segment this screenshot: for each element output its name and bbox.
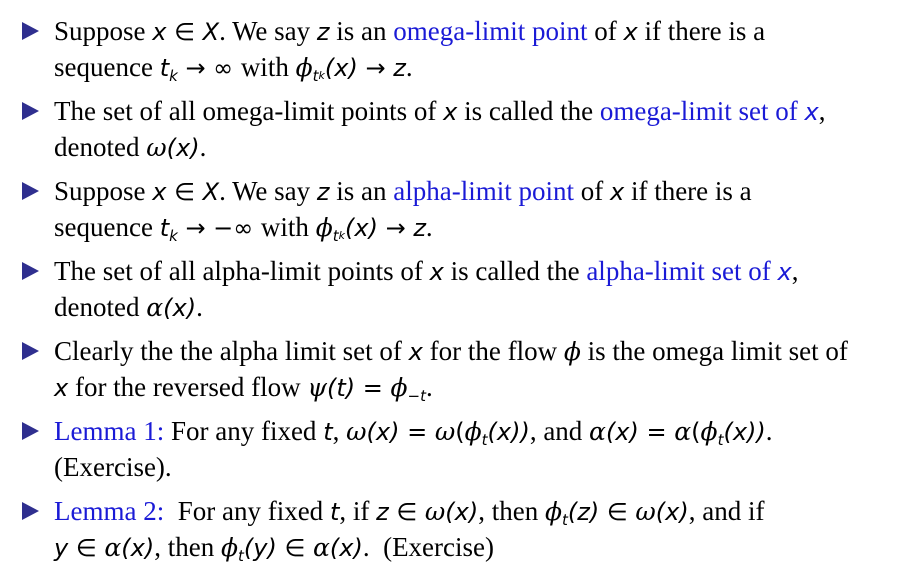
lemma-label: Lemma 1: [54, 416, 165, 446]
text: is called the [443, 256, 587, 286]
triangle-bullet-icon [22, 182, 39, 200]
math-var: z [376, 498, 389, 526]
math-var: x [429, 258, 444, 286]
math-symbol: → [377, 214, 414, 242]
math-greek: α [104, 533, 122, 562]
highlighted-term: omega-limit set of [599, 96, 805, 126]
math-symbol: → −∞ [177, 214, 261, 242]
text: . [765, 416, 773, 446]
item-line [54, 129, 206, 166]
math-greek: ϕ [563, 337, 581, 366]
math-symbol: ∈ [68, 534, 105, 562]
math-var: x [443, 98, 458, 126]
text: . [199, 132, 207, 162]
highlighted-math-var: x [804, 98, 819, 126]
triangle-bullet-icon [22, 422, 39, 440]
text: of [574, 176, 610, 206]
text: . [425, 372, 433, 402]
text: if there is a [624, 176, 752, 206]
text: The set of all omega-limit points of [54, 96, 444, 126]
math-symbol: = [355, 374, 391, 402]
math-expr: (x) [655, 498, 689, 526]
math-subscript: t [481, 431, 488, 449]
math-symbol: ( [691, 418, 701, 446]
math-subscript: t [562, 511, 568, 529]
text: , [791, 256, 799, 286]
math-expr: (x)) [723, 418, 766, 446]
math-var: z [316, 178, 330, 206]
highlighted-term: omega-limit point [393, 16, 588, 46]
item-line [54, 529, 494, 574]
highlighted-term: alpha-limit set of [586, 256, 778, 286]
triangle-bullet-icon [22, 102, 39, 120]
math-greek: ω [424, 497, 446, 526]
text: for the flow [422, 336, 564, 366]
text: denoted [54, 132, 147, 162]
math-expr: (x) [121, 534, 155, 562]
text: , [818, 96, 826, 126]
item-line [54, 13, 765, 50]
math-var: x [623, 18, 638, 46]
math-greek: ϕ [390, 373, 408, 402]
item-line [54, 93, 825, 130]
math-symbol: = [399, 418, 435, 446]
math-subscript: k [338, 229, 345, 242]
text: , [332, 416, 347, 446]
math-subscript: k [169, 227, 178, 245]
text: is called the [457, 96, 600, 126]
math-expr: (y) [243, 534, 277, 562]
highlighted-math-var: x [777, 258, 792, 286]
math-var: x [54, 374, 69, 402]
text: . We say [219, 176, 317, 206]
math-var: t [159, 54, 170, 82]
math-subscript: −t [407, 387, 426, 405]
math-var: x [610, 178, 625, 206]
text: , if [339, 496, 377, 526]
math-subscript: t [717, 431, 724, 449]
math-symbol: ∈ [166, 178, 203, 206]
text: denoted [54, 292, 147, 322]
math-symbol: ∈ [388, 498, 425, 526]
text: . [196, 292, 203, 322]
math-var: x [152, 178, 167, 206]
math-greek: ω [434, 417, 456, 446]
text: sequence [54, 212, 160, 242]
math-greek: α [674, 417, 692, 446]
item-line [54, 449, 172, 485]
math-expr: (x) [329, 534, 363, 562]
math-var: t [323, 418, 333, 446]
math-var: X [202, 18, 220, 46]
text: Suppose [54, 176, 153, 206]
math-var: y [54, 534, 69, 562]
math-symbol: ( [455, 418, 465, 446]
text: , and if [688, 496, 765, 526]
math-greek: ϕ [220, 533, 238, 562]
lemma-label: Lemma 2: [54, 496, 165, 526]
triangle-bullet-icon [22, 502, 39, 520]
math-expr: (x) [163, 294, 197, 322]
math-symbol: ∈ [166, 18, 203, 46]
math-expr: (t) [326, 374, 356, 402]
text: For any fixed [164, 416, 324, 446]
math-var: x [408, 338, 423, 366]
math-greek: ω [146, 133, 167, 162]
math-expr: (x)) [487, 418, 530, 446]
item-line [54, 333, 848, 370]
item-line [54, 253, 798, 290]
text: with [240, 52, 296, 82]
math-greek: ω [346, 417, 367, 446]
text: is the omega limit set of [580, 336, 848, 366]
text: . [405, 52, 413, 82]
text: , then [154, 532, 221, 562]
text: The set of all alpha-limit points of [54, 256, 430, 286]
math-expr: (x) [345, 214, 378, 242]
math-symbol: ∈ [276, 534, 313, 562]
text: For any fixed [164, 496, 330, 526]
text: , then [478, 496, 545, 526]
text: , and [529, 416, 590, 446]
math-var: X [202, 178, 220, 206]
text: with [260, 212, 316, 242]
math-symbol: = [638, 418, 675, 446]
math-expr: (x) [366, 418, 400, 446]
item-line [54, 49, 413, 94]
math-subscript: k [318, 69, 325, 82]
item-line [54, 369, 433, 414]
math-greek: ϕ [295, 53, 313, 82]
math-expr: (x) [324, 54, 358, 82]
text: of [587, 16, 624, 46]
math-greek: α [589, 417, 606, 446]
math-expr: (x) [166, 134, 200, 162]
text: Suppose [54, 16, 153, 46]
math-greek: ϕ [700, 417, 718, 446]
text: is an [329, 16, 394, 46]
text: is an [329, 176, 394, 206]
item-line [54, 289, 203, 326]
math-greek: ψ [307, 373, 327, 402]
text: if there is a [637, 16, 766, 46]
item-line [54, 173, 752, 210]
math-greek: ϕ [315, 213, 333, 242]
math-var: z [316, 18, 330, 46]
math-var: t [159, 214, 170, 242]
item-line [54, 209, 433, 254]
highlighted-term: alpha-limit point [393, 176, 574, 206]
math-subscript: k [169, 67, 178, 85]
math-expr: (x) [605, 418, 639, 446]
text: . (Exercise) [362, 532, 495, 562]
math-expr: (x) [445, 498, 479, 526]
math-subscript: t [332, 227, 339, 245]
math-greek: ω [635, 497, 656, 526]
math-greek: α [313, 533, 330, 562]
text: Clearly the the alpha limit set of [54, 336, 409, 366]
text: . [425, 212, 433, 242]
math-greek: ϕ [544, 497, 563, 526]
text: sequence [54, 52, 160, 82]
math-greek: α [146, 293, 164, 322]
math-subscript: t [312, 67, 319, 85]
text: (Exercise). [54, 452, 172, 482]
math-subscript: t [238, 547, 244, 565]
math-symbol: → ∞ [177, 54, 241, 82]
math-symbol: → [357, 54, 394, 82]
math-greek: ϕ [464, 417, 482, 446]
triangle-bullet-icon [22, 342, 39, 360]
triangle-bullet-icon [22, 22, 39, 40]
text: . We say [219, 16, 317, 46]
math-var: z [413, 214, 426, 242]
math-var: t [329, 498, 340, 526]
math-var: x [152, 18, 167, 46]
triangle-bullet-icon [22, 262, 39, 280]
math-var: z [393, 54, 406, 82]
math-expr: (z) [567, 498, 600, 526]
text: for the reversed flow [68, 372, 308, 402]
math-symbol: ∈ [599, 498, 636, 526]
